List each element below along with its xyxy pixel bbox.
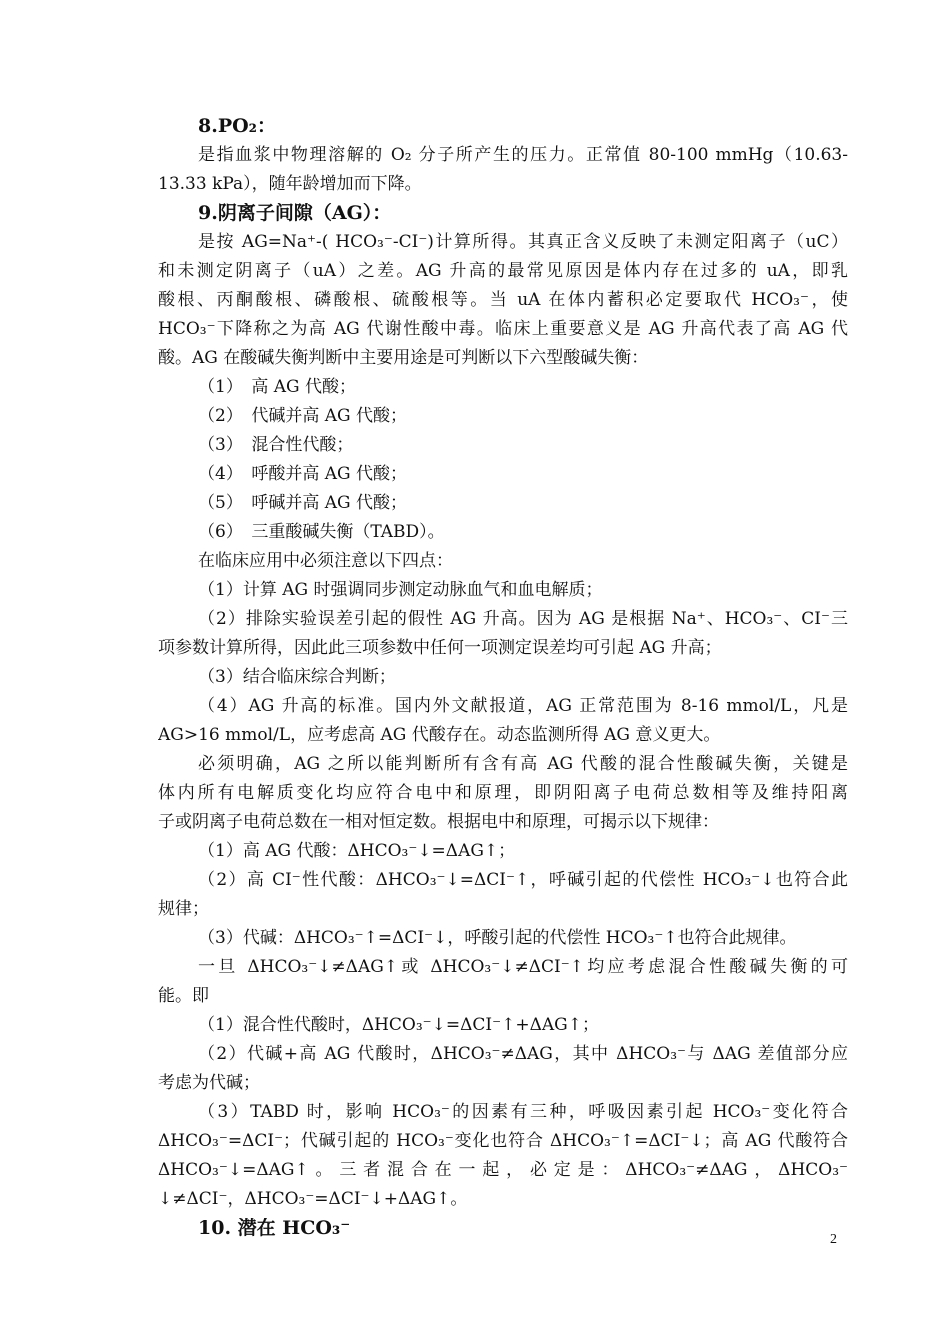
list-item: （1）计算 AG 时强调同步测定动脉血气和血电解质； bbox=[198, 580, 603, 600]
list-item: （1）混合性代酸时，ΔHCO₃⁻↓=ΔCI⁻↑+ΔAG↑； bbox=[198, 1015, 599, 1035]
paragraph-line: 体内所有电解质变化均应符合电中和原理，即阴阳离子电荷总数相等及维持阳离 bbox=[158, 783, 848, 803]
list-item: （2）高 CI⁻性代酸：ΔHCO₃⁻↓=ΔCI⁻↑，呼碱引起的代偿性 HCO₃⁻↓也符合此 bbox=[198, 870, 848, 890]
list-item: （3）TABD 时，影响 HCO₃⁻的因素有三种，呼吸因素引起 HCO₃⁻变化符合 bbox=[198, 1102, 848, 1122]
list-item: （4）AG 升高的标准。国内外文献报道，AG 正常范围为 8-16 mmol/L，凡是 bbox=[198, 696, 848, 716]
paragraph-line: 必须明确，AG 之所以能判断所有含有高 AG 代酸的混合性酸碱失衡，关键是 bbox=[198, 754, 848, 774]
paragraph-line: 是按 AG=Na⁺-( HCO₃⁻-CI⁻)计算所得。其真正含义反映了未测定阳离子（uC） bbox=[198, 232, 848, 252]
paragraph-line: 酸。AG 在酸碱失衡判断中主要用途是可判断以下六型酸碱失衡： bbox=[158, 348, 649, 368]
paragraph-line: 和未测定阴离子（uA）之差。AG 升高的最常见原因是体内存在过多的 uA，即乳 bbox=[158, 261, 848, 281]
list-item: （3） 混合性代酸； bbox=[198, 435, 354, 455]
paragraph-line: 是指血浆中物理溶解的 O₂ 分子所产生的压力。正常值 80-100 mmHg（10.63- bbox=[198, 145, 848, 165]
paragraph-line: ΔHCO₃⁻=ΔCI⁻；代碱引起的 HCO₃⁻变化也符合 ΔHCO₃⁻↑=ΔCI⁻↓；高 AG 代酸符合 bbox=[158, 1131, 848, 1151]
paragraph-line: 规律； bbox=[158, 899, 209, 919]
paragraph-line: ΔHCO₃⁻↓=ΔAG↑。三者混合在一起，必定是：ΔHCO₃⁻≠ΔAG，ΔHCO₃⁻ bbox=[158, 1160, 848, 1180]
paragraph-line: 13.33 kPa），随年龄增加而下降。 bbox=[158, 174, 422, 194]
heading-potential-hco3: 10. 潜在 HCO₃⁻ bbox=[198, 1218, 351, 1238]
paragraph-line: 一旦 ΔHCO₃⁻↓≠ΔAG↑或 ΔHCO₃⁻↓≠ΔCI⁻↑均应考虑混合性酸碱失衡的可 bbox=[198, 957, 848, 977]
paragraph-line: 在临床应用中必须注意以下四点： bbox=[198, 551, 453, 571]
list-item: （2） 代碱并高 AG 代酸； bbox=[198, 406, 407, 426]
paragraph-line: 考虑为代碱； bbox=[158, 1073, 260, 1093]
list-item: （3）结合临床综合判断； bbox=[198, 667, 396, 687]
paragraph-line: 子或阴离子电荷总数在一相对恒定数。根据电中和原理，可揭示以下规律： bbox=[158, 812, 719, 832]
paragraph-line: HCO₃⁻下降称之为高 AG 代谢性酸中毒。临床上重要意义是 AG 升高代表了高 AG 代 bbox=[158, 319, 848, 339]
paragraph-line: 酸根、丙酮酸根、磷酸根、硫酸根等。当 uA 在体内蓄积必定要取代 HCO₃⁻，使 bbox=[158, 290, 848, 310]
paragraph-line: ↓≠ΔCI⁻，ΔHCO₃⁻=ΔCI⁻↓+ΔAG↑。 bbox=[158, 1189, 468, 1209]
list-item: （1） 高 AG 代酸； bbox=[198, 377, 356, 397]
paragraph-line: AG>16 mmol/L，应考虑高 AG 代酸存在。动态监测所得 AG 意义更大。 bbox=[158, 725, 721, 745]
list-item: （2）排除实验误差引起的假性 AG 升高。因为 AG 是根据 Na⁺、HCO₃⁻、CI⁻三 bbox=[198, 609, 848, 629]
list-item: （3）代碱：ΔHCO₃⁻↑=ΔCI⁻↓，呼酸引起的代偿性 HCO₃⁻↑也符合此规律。 bbox=[198, 928, 797, 948]
list-item: （5） 呼碱并高 AG 代酸； bbox=[198, 493, 407, 513]
list-item: （6） 三重酸碱失衡（TABD）。 bbox=[198, 522, 445, 542]
heading-po2: 8.PO₂： bbox=[198, 116, 276, 136]
heading-ag: 9.阴离子间隙（AG）： bbox=[198, 203, 392, 223]
page-number: 2 bbox=[830, 1232, 837, 1247]
paragraph-line: 能。即 bbox=[158, 986, 209, 1006]
list-item: （4） 呼酸并高 AG 代酸； bbox=[198, 464, 407, 484]
list-item: （2）代碱+高 AG 代酸时，ΔHCO₃⁻≠ΔAG，其中 ΔHCO₃⁻与 ΔAG 差值部分应 bbox=[198, 1044, 848, 1064]
paragraph-line: 项参数计算所得，因此此三项参数中任何一项测定误差均可引起 AG 升高； bbox=[158, 638, 722, 658]
list-item: （1）高 AG 代酸：ΔHCO₃⁻↓=ΔAG↑； bbox=[198, 841, 516, 861]
